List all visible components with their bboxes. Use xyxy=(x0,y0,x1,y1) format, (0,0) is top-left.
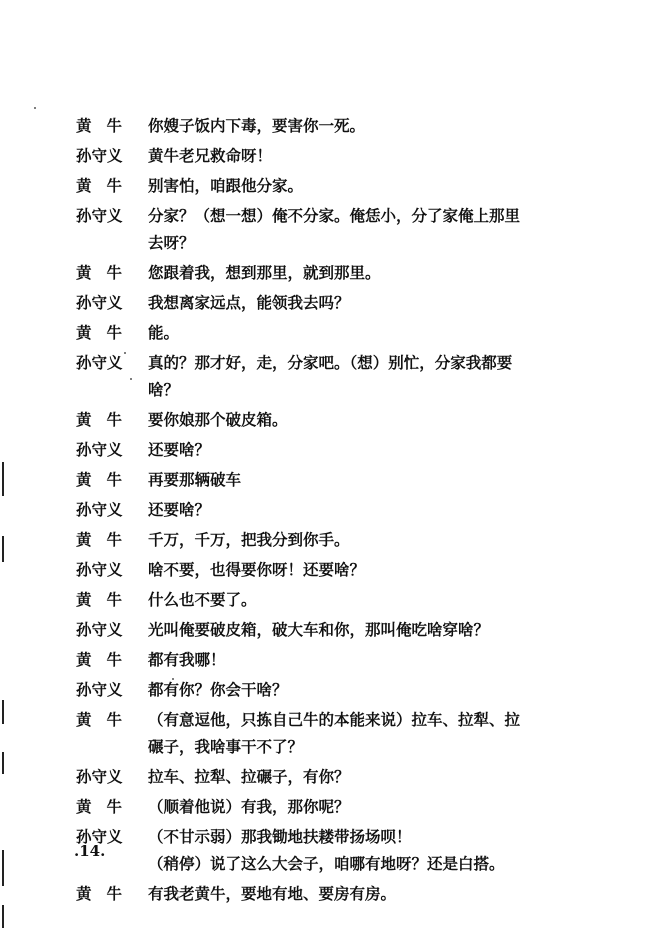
dialogue-line xyxy=(76,556,596,583)
dialogue-text: 还要啥？ xyxy=(148,500,211,519)
speaker-name: 黄牛 xyxy=(76,410,138,429)
speaker-name: 孙守义 xyxy=(76,680,123,699)
dialogue-line xyxy=(76,142,596,169)
speaker-name: 黄牛 xyxy=(76,530,138,549)
dialogue-block xyxy=(76,112,596,907)
speaker-name: 孙守义 xyxy=(76,620,123,639)
dialogue-line xyxy=(76,763,596,790)
dialogue-line xyxy=(76,496,596,523)
dialogue-line xyxy=(76,526,596,553)
scan-edge-mark xyxy=(2,850,4,886)
dialogue-continuation xyxy=(76,733,596,760)
dialogue-line xyxy=(76,706,596,733)
speaker-name: 孙守义 xyxy=(76,146,123,165)
dialogue-line xyxy=(76,880,596,907)
dialogue-text: 你嫂子饭内下毒，要害你一死。 xyxy=(148,116,366,135)
page-number: .14. xyxy=(74,842,106,860)
dialogue-continuation xyxy=(76,376,596,403)
dialogue-line xyxy=(76,406,596,433)
dialogue-text: 千万，千万，把我分到你手。 xyxy=(148,530,350,549)
speaker-name: 黄牛 xyxy=(76,176,138,195)
dialogue-text: 再要那辆破车 xyxy=(148,470,242,489)
scan-edge-mark xyxy=(2,462,4,496)
dialogue-text: 拉车、拉犁、拉碾子，有你？ xyxy=(148,767,350,786)
dialogue-line xyxy=(76,793,596,820)
dialogue-text: 碾子，我啥事干不了？ xyxy=(148,737,304,756)
dialogue-text: 别害怕，咱跟他分家。 xyxy=(148,176,304,195)
scan-edge-mark xyxy=(2,536,4,562)
dialogue-text: 分家？（想一想）俺不分家。俺恁小，分了家俺上那里 xyxy=(148,206,521,225)
dialogue-continuation xyxy=(76,850,596,877)
dialogue-text: 我想离家远点，能领我去吗？ xyxy=(148,293,350,312)
dialogue-text: （稍停）说了这么大会子，咱哪有地呀？还是白搭。 xyxy=(148,854,505,873)
speaker-name: 孙守义 xyxy=(76,500,123,519)
dialogue-text: （有意逗他，只拣自己牛的本能来说）拉车、拉犁、拉 xyxy=(148,710,521,729)
speaker-name: 孙守义 xyxy=(76,353,123,372)
speaker-name: 黄牛 xyxy=(76,590,138,609)
dialogue-line xyxy=(76,259,596,286)
dialogue-continuation xyxy=(76,229,596,256)
speaker-name: 孙守义 xyxy=(76,767,123,786)
dialogue-text: 真的？那才好，走，分家吧。（想）别忙，分家我都要 xyxy=(148,353,513,372)
dialogue-text: （顺着他说）有我，那你呢？ xyxy=(148,797,350,816)
dialogue-line xyxy=(76,349,596,376)
dialogue-text: 要你娘那个破皮箱。 xyxy=(148,410,288,429)
dialogue-text: 光叫俺要破皮箱，破大车和你，那叫俺吃啥穿啥？ xyxy=(148,620,490,639)
dialogue-line xyxy=(76,289,596,316)
speaker-name: 黄牛 xyxy=(76,884,138,903)
speaker-name: 孙守义 xyxy=(76,206,123,225)
dialogue-line xyxy=(76,202,596,229)
scan-edge-mark xyxy=(2,752,4,774)
dialogue-text: （不甘示弱）那我锄地扶耧带扬场呗！ xyxy=(148,827,412,846)
dialogue-line xyxy=(76,823,596,850)
dialogue-line xyxy=(76,676,596,703)
dialogue-text: 都有你？你会干啥？ xyxy=(148,680,288,699)
scan-edge-mark xyxy=(2,700,4,724)
dialogue-text: 什么也不要了。 xyxy=(148,590,257,609)
dialogue-line xyxy=(76,319,596,346)
scan-speck xyxy=(34,107,36,109)
speaker-name: 黄牛 xyxy=(76,116,138,135)
speaker-name: 孙守义 xyxy=(76,560,123,579)
dialogue-line xyxy=(76,112,596,139)
dialogue-line xyxy=(76,586,596,613)
speaker-name: 黄牛 xyxy=(76,323,138,342)
speaker-name: 黄牛 xyxy=(76,797,138,816)
dialogue-text: 都有我哪！ xyxy=(148,650,226,669)
dialogue-text: 去呀？ xyxy=(148,233,195,252)
dialogue-line xyxy=(76,436,596,463)
dialogue-text: 还要啥？ xyxy=(148,440,211,459)
dialogue-text: 您跟着我，想到那里，就到那里。 xyxy=(148,263,381,282)
dialogue-line xyxy=(76,646,596,673)
dialogue-text: 啥？ xyxy=(148,380,180,399)
speaker-name: 黄牛 xyxy=(76,263,138,282)
speaker-name: 黄牛 xyxy=(76,710,138,729)
speaker-name: 黄牛 xyxy=(76,650,138,669)
dialogue-line xyxy=(76,616,596,643)
dialogue-text: 有我老黄牛，要地有地、要房有房。 xyxy=(148,884,397,903)
dialogue-text: 啥不要，也得要你呀！还要啥？ xyxy=(148,560,366,579)
speaker-name: 孙守义 xyxy=(76,827,123,846)
dialogue-line xyxy=(76,172,596,199)
dialogue-text: 黄牛老兄救命呀！ xyxy=(148,146,273,165)
speaker-name: 黄牛 xyxy=(76,470,138,489)
speaker-name: 孙守义 xyxy=(76,293,123,312)
scan-edge-mark xyxy=(2,905,4,928)
dialogue-text: 能。 xyxy=(148,323,180,342)
speaker-name: 孙守义 xyxy=(76,440,123,459)
dialogue-line xyxy=(76,466,596,493)
